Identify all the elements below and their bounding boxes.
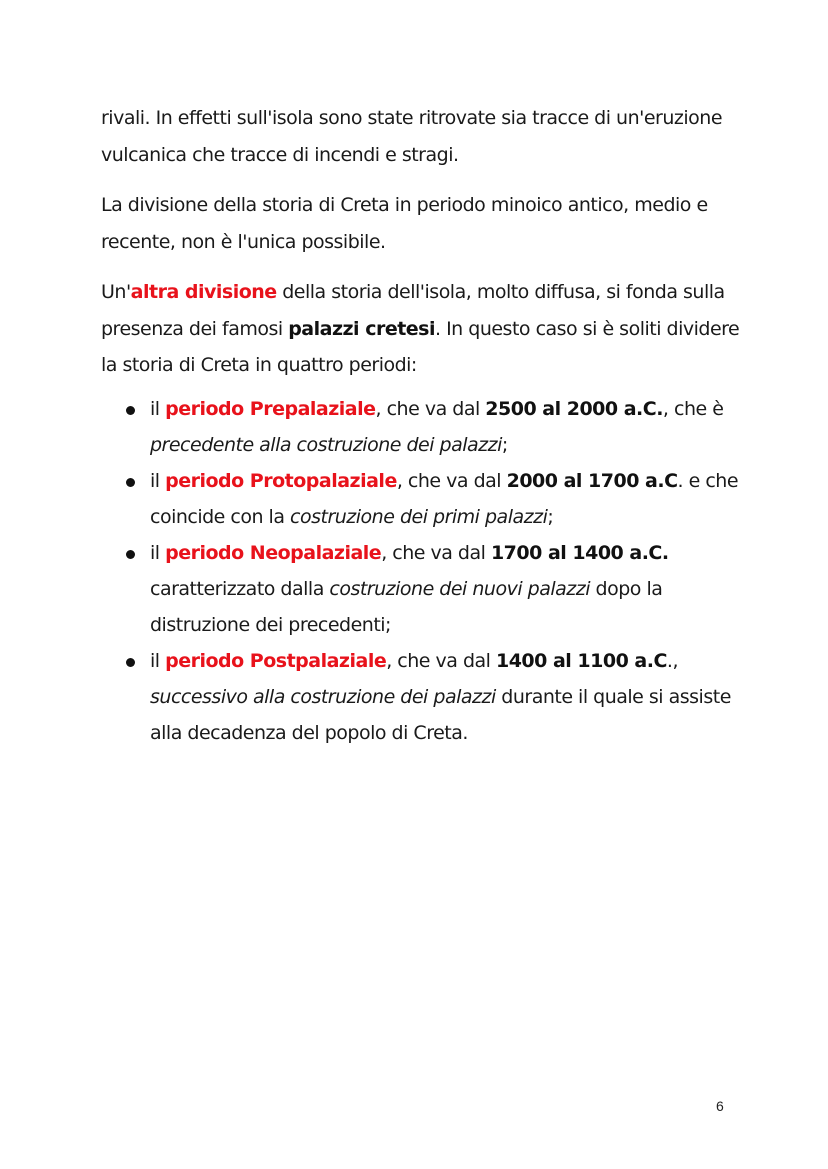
period-description: precedente alla costruzione dei palazzi	[150, 433, 502, 456]
list-item: il periodo Neopalaziale, che va dal 1700 al 1400 a.C. caratterizzato dalla costruzione dei nuovi palazzi dopo la distruzione dei precedenti;	[101, 535, 741, 643]
paragraph-2: La divisione della storia di Creta in periodo minoico antico, medio e recente, non è l'unica possibile.	[101, 194, 708, 253]
period-description: successivo alla costruzione dei palazzi	[150, 685, 496, 708]
period-dates: 1400 al 1100 a.C	[495, 649, 667, 672]
paragraph-3-suffix: . In questo caso si è soliti dividere la storia di Creta in quattro periodi:	[101, 317, 740, 376]
period-description: costruzione dei nuovi palazzi	[329, 577, 590, 600]
periods-list	[101, 391, 741, 751]
period-dates: 1700 al 1400 a.C.	[490, 541, 669, 564]
list-item: il periodo Protopalaziale, che va dal 2000 al 1700 a.C. e che coincide con la costruzione dei primi palazzi;	[101, 463, 741, 535]
period-dates: 2500 al 2000 a.C.	[485, 397, 663, 420]
period-name: periodo Prepalaziale	[165, 397, 376, 420]
paragraph-3	[101, 274, 741, 384]
document-page	[101, 100, 741, 751]
period-name: periodo Neopalaziale	[165, 541, 382, 564]
paragraph-3-middle: della storia dell'isola, molto diffusa, si fonda sulla presenza dei famosi	[101, 281, 725, 340]
paragraph-3-prefix: Un'	[101, 281, 131, 303]
list-item: il periodo Prepalaziale, che va dal 2500 al 2000 a.C., che è precedente alla costruzione dei palazzi;	[101, 391, 741, 463]
bullet-icon	[126, 658, 135, 667]
list-item: il periodo Postpalaziale, che va dal 1400 al 1100 a.C., successivo alla costruzione dei palazzi durante il quale si assiste alla decadenza del popolo di Creta.	[101, 643, 741, 751]
highlight-altra-divisione: altra divisione	[130, 281, 277, 303]
period-name: periodo Protopalaziale	[165, 469, 397, 492]
bullet-icon	[126, 406, 135, 415]
page-number: 6	[716, 1098, 724, 1114]
bold-palazzi-cretesi: palazzi cretesi	[288, 317, 435, 340]
period-dates: 2000 al 1700 a.C	[506, 469, 678, 492]
period-name: periodo Postpalaziale	[165, 649, 387, 672]
bullet-icon	[126, 478, 135, 487]
period-description: costruzione dei primi palazzi	[290, 505, 548, 528]
paragraph-1: rivali. In effetti sull'isola sono state ritrovate sia tracce di un'eruzione vulcanica che tracce di incendi e stragi.	[101, 107, 723, 166]
bullet-icon	[126, 550, 135, 559]
